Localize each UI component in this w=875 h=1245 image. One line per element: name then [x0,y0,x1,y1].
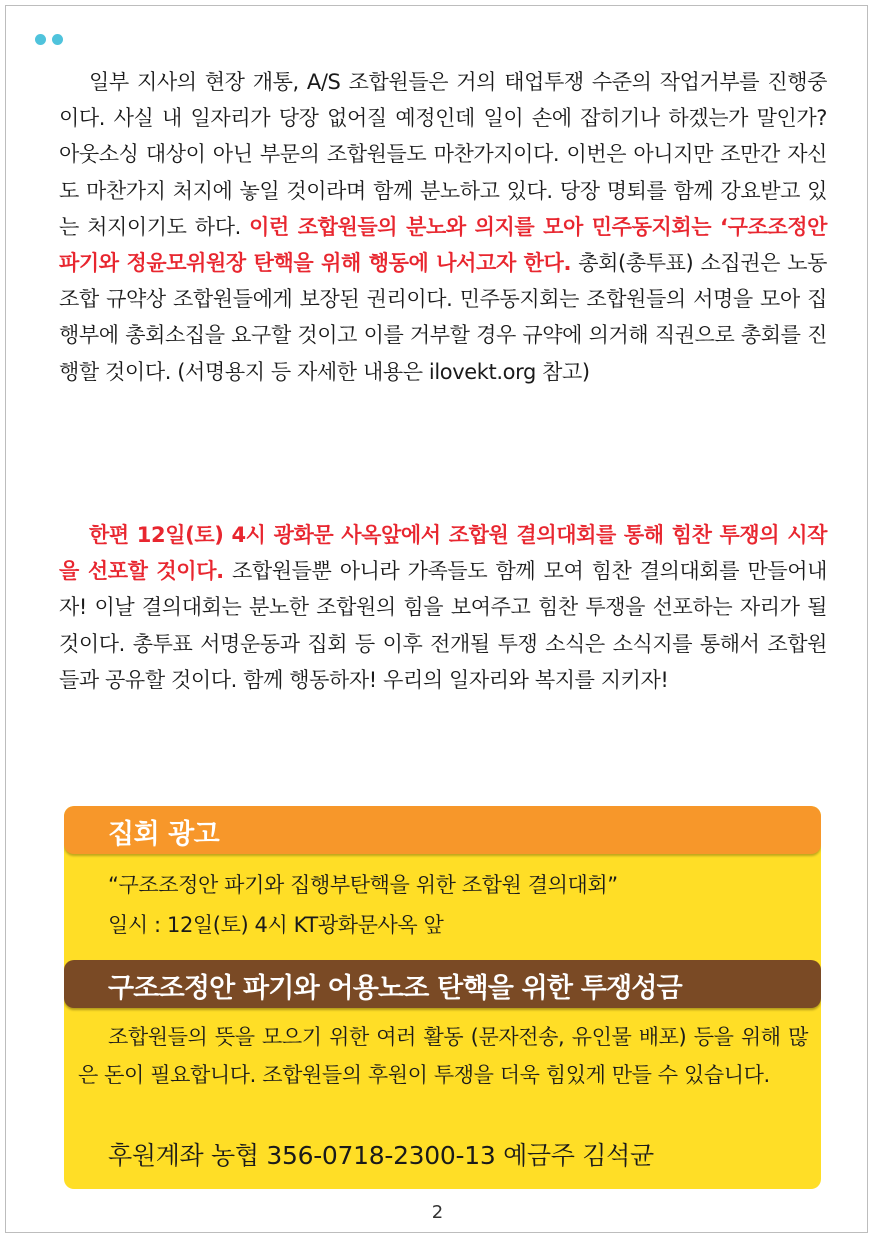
fund-description-text: 조합원들의 뜻을 모으기 위한 여러 활동 (문자전송, 유인물 배포) 등을 위해 많은 돈이 필요합니다. 조합원들의 후원이 투쟁을 더욱 힘있게 만들 수 있습니다. [78,1025,808,1087]
fund-header [64,960,821,1008]
page [5,5,868,1233]
paragraph1-highlight: 이런 조합원들의 분노와 의지를 모아 민주동지회는 ‘구조조정안 파기와 정윤모위원장 탄핵을 위해 행동에 나서고자 한다. [59,214,827,276]
paragraph1-text-b: 총회(총투표) 소집권은 노동조합 규약상 조합원들에게 보장된 권리이다. 민주동지회는 조합원들의 서명을 모아 집행부에 총회소집을 요구할 것이고 이를 거부할 경우 규약에 의거해 직권으로 총회를 진행할 것이다. (서명용지 등 자세한 내용은 ilovekt.org 참고) [59,251,827,384]
rally-header [64,806,821,854]
paragraph2-highlight: 한편 12일(토) 4시 광화문 사옥앞에서 조합원 결의대회를 통해 힘찬 투쟁의 시작을 선포할 것이다. [59,523,827,584]
fund-description [78,1018,808,1094]
rally-event-name: “구조조정안 파기와 집행부탄핵을 위한 조합원 결의대회” [108,873,618,897]
dot-icon [52,34,63,45]
decorative-dots [35,34,63,45]
paragraph1-text-a: 일부 지사의 현장 개통, A/S 조합원들은 거의 태업투쟁 수준의 작업거부를 진행중이다. 사실 내 일자리가 당장 없어질 예정인데 일이 손에 잡히기나 하겠는가 말인가? 아웃소싱 대상이 아닌 부문의 조합원들도 마찬가지이다. 이번은 아니지만 조만간 자신도 마찬가지 처지에 놓일 것이라며 함께 분노하고 있다. 당장 명퇴를 함께 강요받고 있는 처지이기도 하다. [59,70,827,239]
paragraph2-text: 조합원들뿐 아니라 가족들도 함께 모여 힘찬 결의대회를 만들어내자! 이날 결의대회는 분노한 조합원의 힘을 보여주고 힘찬 투쟁을 선포하는 자리가 될 것이다. 총투표 서명운동과 집회 등 이후 전개될 투쟁 소식은 소식지를 통해서 조합원들과 공유할 것이다. 함께 행동하자! 우리의 일자리와 복지를 지키자! [59,559,827,692]
notice-box [64,806,821,1189]
fund-title: 구조조정안 파기와 어용노조 탄핵을 위한 투쟁성금 [108,973,682,1004]
rally-title: 집회 광고 [108,819,220,850]
rally-datetime: 일시 : 12일(토) 4시 KT광화문사옥 앞 [108,913,444,937]
body-paragraph-1 [59,64,827,390]
dot-icon [35,34,46,45]
donation-account: 후원계좌 농협 356-0718-2300-13 예금주 김석균 [108,1141,654,1170]
body-paragraph-2 [59,517,827,698]
page-number: 2 [431,1202,444,1223]
